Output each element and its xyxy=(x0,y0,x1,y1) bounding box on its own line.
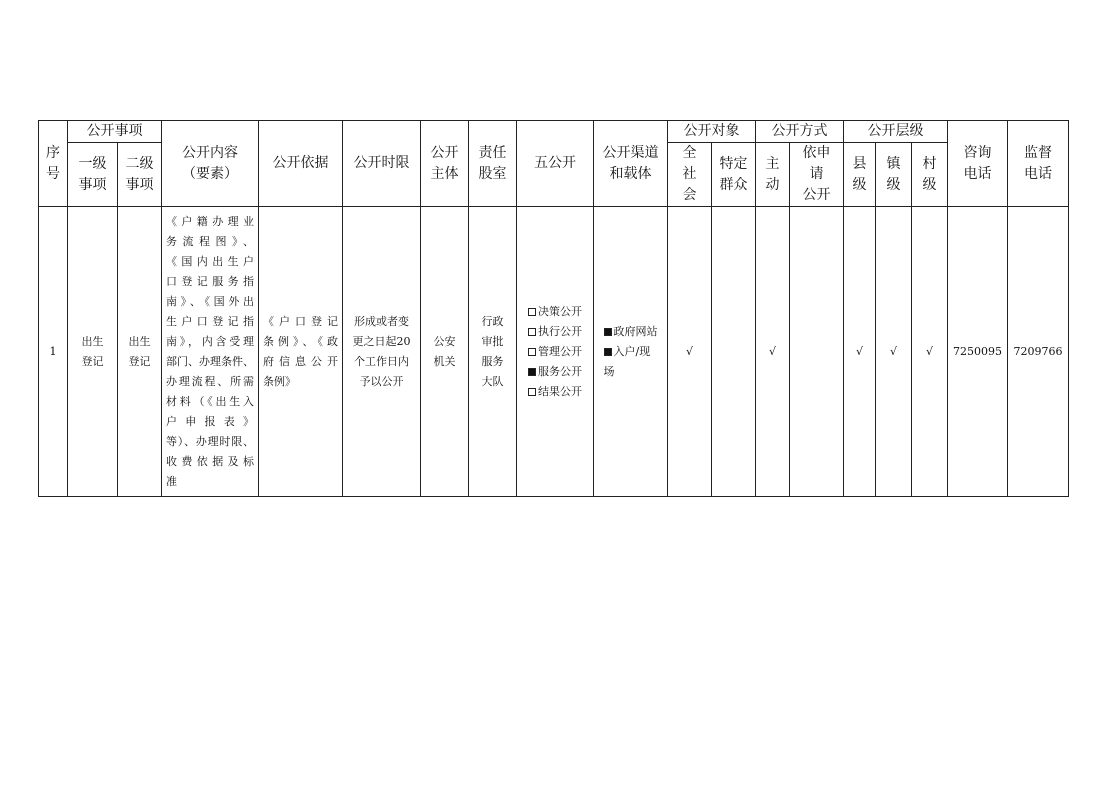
checkbox-empty-icon xyxy=(528,388,536,396)
header-basis: 公开依据 xyxy=(259,121,343,207)
header-method-active: 主 动 xyxy=(756,143,790,207)
header-audience-group: 公开对象 xyxy=(668,121,756,143)
channel-onsite: 入户/现 xyxy=(604,342,658,362)
cell-seq: 1 xyxy=(39,207,68,497)
header-subject: 公开 主体 xyxy=(421,121,469,207)
cell-channel xyxy=(594,207,668,497)
header-supervise: 监督 电话 xyxy=(1008,121,1069,207)
header-method-group: 公开方式 xyxy=(756,121,844,143)
channel-list xyxy=(604,322,658,382)
checkbox-filled-icon xyxy=(604,328,612,336)
header-deadline: 公开时限 xyxy=(343,121,421,207)
checkbox-empty-icon xyxy=(528,328,536,336)
cell-level-town: √ xyxy=(876,207,912,497)
header-seq: 序 号 xyxy=(39,121,68,207)
header-audience-all: 全 社 会 xyxy=(668,143,712,207)
checkbox-filled-icon xyxy=(604,348,612,356)
cell-level-county: √ xyxy=(844,207,876,497)
cell-content: 《户籍办理业 务流程图》、 《国内出生户 口登记服务指 南》、《国外出 生户口登记指 南》，内含受理 部门、办理条件、 办理流程、所需 材料（《出生入 户申报表》 等）、办理时限、 收费依据及标 准 xyxy=(162,207,259,497)
header-five-open: 五公开 xyxy=(517,121,594,207)
header-audience-specific: 特定 群众 xyxy=(712,143,756,207)
five-open-service: 服务公开 xyxy=(528,362,582,382)
cell-consult-phone: 7250095 xyxy=(948,207,1008,497)
five-open-list xyxy=(528,302,582,402)
cell-method-request xyxy=(790,207,844,497)
header-level-town: 镇 级 xyxy=(876,143,912,207)
five-open-decision: 决策公开 xyxy=(528,302,582,322)
cell-level-village: √ xyxy=(912,207,948,497)
cell-level2: 出生 登记 xyxy=(118,207,162,497)
checkbox-empty-icon xyxy=(528,308,536,316)
header-level-county: 县 级 xyxy=(844,143,876,207)
cell-audience-all: √ xyxy=(668,207,712,497)
five-open-execution: 执行公开 xyxy=(528,322,582,342)
channel-onsite-cont: 场 xyxy=(603,364,615,378)
cell-subject: 公安 机关 xyxy=(421,207,469,497)
header-item-group: 公开事项 xyxy=(68,121,162,143)
five-open-result: 结果公开 xyxy=(528,382,582,402)
checkbox-filled-icon xyxy=(528,368,536,376)
header-method-request: 依申 请 公开 xyxy=(790,143,844,207)
cell-method-active: √ xyxy=(756,207,790,497)
table-row xyxy=(39,207,1069,497)
cell-deadline: 形成或者变 更之日起20 个工作日内 予以公开 xyxy=(343,207,421,497)
header-level1: 一级 事项 xyxy=(68,143,118,207)
cell-level1: 出生 登记 xyxy=(68,207,118,497)
cell-basis: 《户口登记 条例》、《政 府信息公开 条例》 xyxy=(259,207,343,497)
cell-audience-specific xyxy=(712,207,756,497)
header-level-village: 村 级 xyxy=(912,143,948,207)
five-open-management: 管理公开 xyxy=(528,342,582,362)
header-content: 公开内容 （要素） xyxy=(162,121,259,207)
cell-five-open xyxy=(517,207,594,497)
header-channel: 公开渠道 和载体 xyxy=(594,121,668,207)
cell-office: 行政 审批 服务 大队 xyxy=(469,207,517,497)
header-consult: 咨询 电话 xyxy=(948,121,1008,207)
checkbox-empty-icon xyxy=(528,348,536,356)
header-level-group: 公开层级 xyxy=(844,121,948,143)
channel-website: 政府网站 xyxy=(604,322,658,342)
header-office: 责任 股室 xyxy=(469,121,517,207)
disclosure-table xyxy=(38,120,1069,497)
header-level2: 二级 事项 xyxy=(118,143,162,207)
cell-supervise-phone: 7209766 xyxy=(1008,207,1069,497)
